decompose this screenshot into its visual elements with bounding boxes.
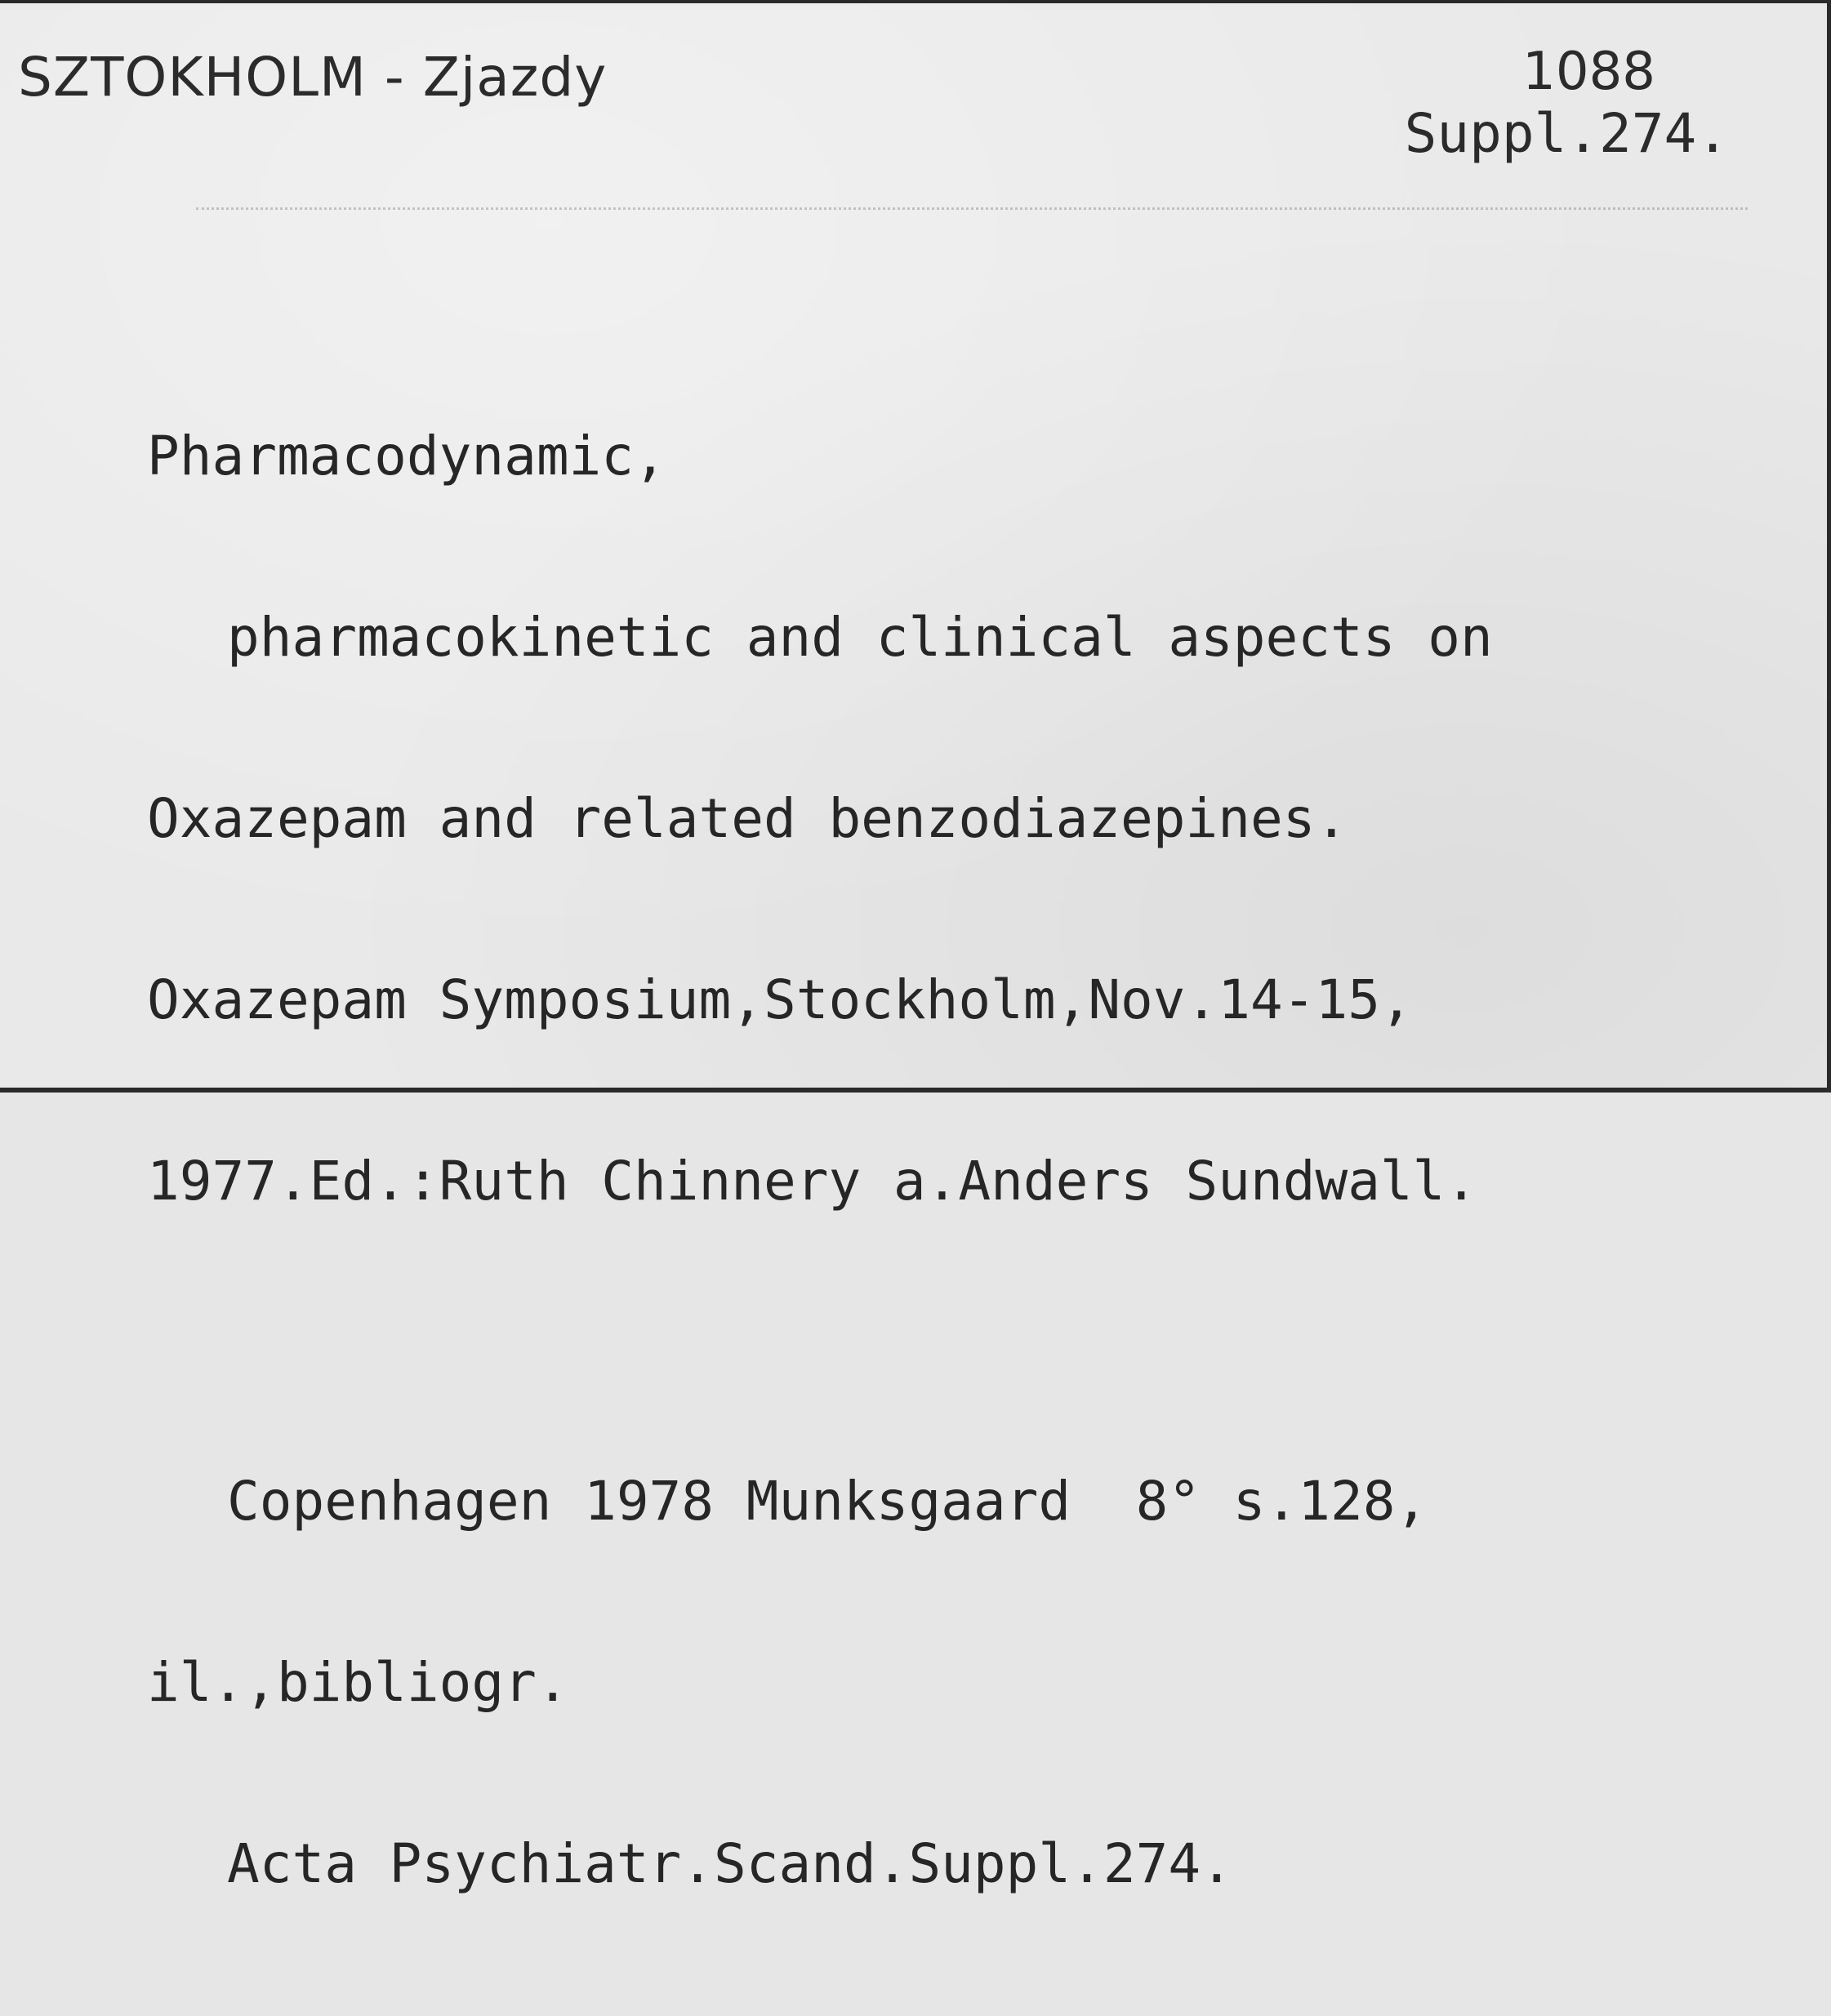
- divider: [196, 207, 1748, 210]
- card-heading: SZTOKHOLM - Zjazdy: [18, 46, 608, 109]
- entry-line: Copenhagen 1978 Munksgaard 8° s.128,: [227, 1470, 1428, 1533]
- bibliographic-entry: [147, 305, 1493, 2015]
- entry-line: pharmacokinetic and clinical aspects on: [227, 606, 1493, 669]
- call-number-block: [1405, 42, 1729, 164]
- entry-line: 1977.Ed.:Ruth Chinnery a.Anders Sundwall.: [147, 1150, 1478, 1213]
- call-number: 1088: [1522, 42, 1655, 102]
- spacer: [147, 1333, 1493, 1351]
- supplement-number: Suppl.274.: [1404, 101, 1729, 165]
- entry-line: Acta Psychiatr.Scand.Suppl.274.: [227, 1832, 1233, 1895]
- entry-line: Pharmacodynamic,: [147, 425, 666, 487]
- entry-line: Oxazepam Symposium,Stockholm,Nov.14-15,: [147, 968, 1413, 1031]
- entry-line: il.,bibliogr.: [147, 1651, 569, 1714]
- card-edge: [0, 1088, 1831, 1093]
- entry-line: Oxazepam and related benzodiazepines.: [147, 787, 1348, 850]
